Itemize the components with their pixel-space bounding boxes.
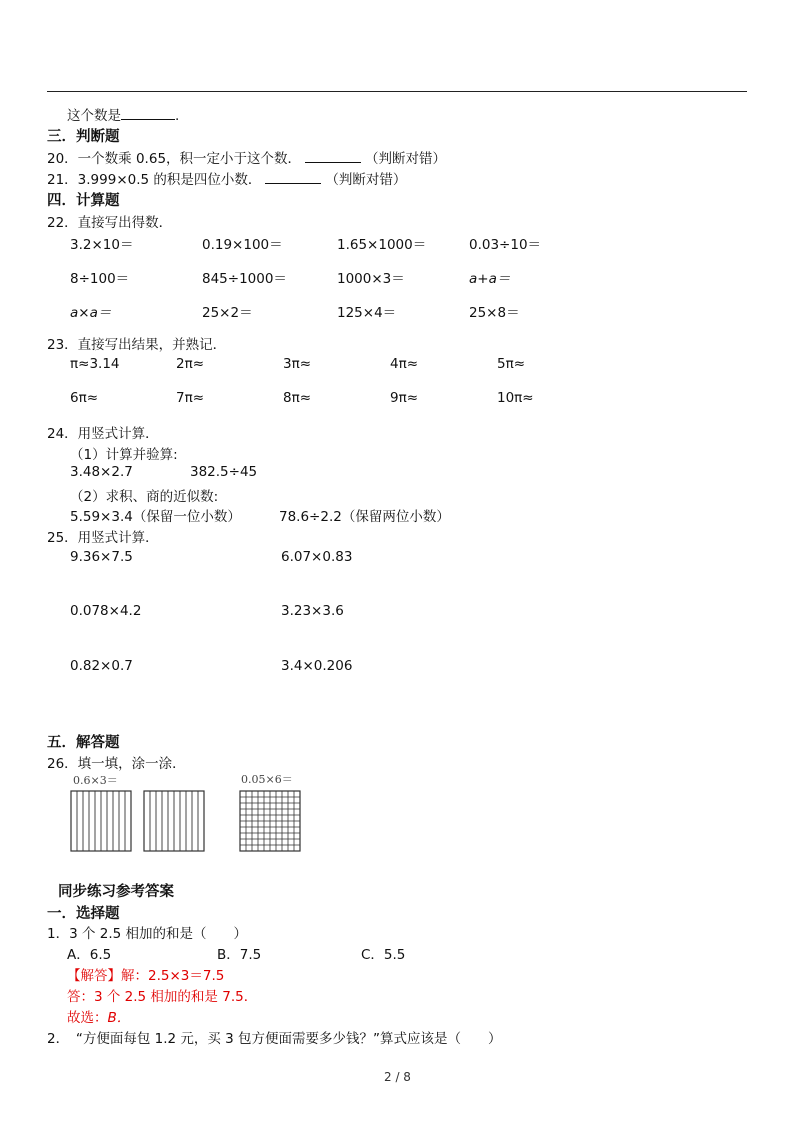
q25-item: 3.4×0.206 bbox=[281, 658, 353, 674]
q22-item: a×a＝ bbox=[70, 305, 112, 321]
q26-label-right: 0.05×6＝ bbox=[241, 773, 293, 786]
q22-item: a+a＝ bbox=[469, 271, 511, 287]
q25-item: 0.82×0.7 bbox=[70, 658, 133, 674]
q23-item: 2π≈ bbox=[176, 356, 205, 372]
q22-item: 8÷100＝ bbox=[70, 271, 130, 287]
section-heading: 五．解答题 bbox=[47, 735, 120, 751]
q23-item: 8π≈ bbox=[283, 390, 312, 406]
tenth-strip-grid-2[interactable] bbox=[143, 790, 205, 852]
q22-item: 0.19×100＝ bbox=[202, 237, 283, 253]
q24-part1: （1）计算并验算: bbox=[70, 447, 178, 463]
q22-item: 25×2＝ bbox=[202, 305, 253, 321]
answer-q1-option: B．7.5 bbox=[217, 947, 262, 963]
q24-item: 78.6÷2.2（保留两位小数） bbox=[279, 509, 450, 525]
answer-q1-choice bbox=[67, 1006, 130, 1026]
q19-suffix: . bbox=[175, 108, 180, 124]
q20-text: 20．一个数乘 0.65，积一定小于这个数． bbox=[47, 151, 302, 167]
q23-item: 10π≈ bbox=[497, 390, 534, 406]
q22-item: 0.03÷10＝ bbox=[469, 237, 542, 253]
q23-item: 9π≈ bbox=[390, 390, 419, 406]
q24-item: 5.59×3.4（保留一位小数） bbox=[70, 509, 241, 525]
header-rule bbox=[47, 91, 747, 92]
q23-item: π≈3.14 bbox=[70, 356, 120, 372]
hundredth-square-grid[interactable] bbox=[239, 790, 301, 852]
q24-item: 382.5÷45 bbox=[190, 464, 258, 480]
q25-prompt: 25．用竖式计算． bbox=[47, 530, 159, 546]
q24-item: 3.48×2.7 bbox=[70, 464, 133, 480]
question-21 bbox=[47, 168, 406, 188]
q22-prompt: 22．直接写出得数． bbox=[47, 215, 173, 231]
q23-item: 4π≈ bbox=[390, 356, 419, 372]
q22-item: 1000×3＝ bbox=[337, 271, 405, 287]
answer-blank[interactable] bbox=[121, 119, 175, 120]
section-heading: 四．计算题 bbox=[47, 193, 120, 209]
q26-label-left: 0.6×3＝ bbox=[73, 774, 118, 787]
q22-item: 25×8＝ bbox=[469, 305, 520, 321]
q25-item: 6.07×0.83 bbox=[281, 549, 353, 565]
q26-prompt: 26．填一填，涂一涂． bbox=[47, 756, 186, 772]
q24-prompt: 24．用竖式计算． bbox=[47, 426, 159, 442]
q22-item: 125×4＝ bbox=[337, 305, 397, 321]
q22-item: 3.2×10＝ bbox=[70, 237, 134, 253]
section-heading: 一．选择题 bbox=[47, 906, 120, 922]
q25-item: 3.23×3.6 bbox=[281, 603, 344, 619]
answers-title: 同步练习参考答案 bbox=[58, 884, 174, 900]
q23-item: 3π≈ bbox=[283, 356, 312, 372]
q25-item: 9.36×7.5 bbox=[70, 549, 133, 565]
q23-prompt: 23．直接写出结果，并熟记． bbox=[47, 337, 227, 353]
q19-prefix: 这个数是 bbox=[67, 108, 121, 124]
q22-item: 1.65×1000＝ bbox=[337, 237, 427, 253]
q23-item: 7π≈ bbox=[176, 390, 205, 406]
page-number: 2 / 8 bbox=[384, 1070, 411, 1084]
q23-item: 5π≈ bbox=[497, 356, 526, 372]
q20-suffix: （判断对错） bbox=[365, 151, 447, 167]
answer-blank[interactable] bbox=[265, 183, 321, 184]
answer-blank[interactable] bbox=[305, 162, 361, 163]
q24-part2: （2）求积、商的近似数: bbox=[70, 489, 219, 505]
answer-q1-stem: 1．3 个 2.5 相加的和是（ ） bbox=[47, 926, 248, 942]
q22-item: 845÷1000＝ bbox=[202, 271, 287, 287]
q19-tail bbox=[67, 104, 179, 124]
choice-prefix: 故选： bbox=[67, 1010, 108, 1026]
answer-q2-stem: 2． “方便面每包 1.2 元，买 3 包方便面需要多少钱？”算式应该是（ ） bbox=[47, 1031, 502, 1047]
q25-item: 0.078×4.2 bbox=[70, 603, 142, 619]
tenth-strip-grid-1[interactable] bbox=[70, 790, 132, 852]
q23-item: 6π≈ bbox=[70, 390, 99, 406]
choice-value: B． bbox=[107, 1010, 131, 1026]
answer-q1-answer: 答：3 个 2.5 相加的和是 7.5． bbox=[67, 989, 258, 1005]
q21-text: 21．3.999×0.5 的积是四位小数． bbox=[47, 172, 262, 188]
question-20 bbox=[47, 147, 446, 167]
answer-q1-option: C．5.5 bbox=[361, 947, 406, 963]
q21-suffix: （判断对错） bbox=[325, 172, 407, 188]
answer-q1-analysis: 【解答】解：2.5×3＝7.5 bbox=[67, 968, 225, 984]
answer-q1-option: A．6.5 bbox=[67, 947, 112, 963]
section-heading: 三．判断题 bbox=[47, 129, 120, 145]
